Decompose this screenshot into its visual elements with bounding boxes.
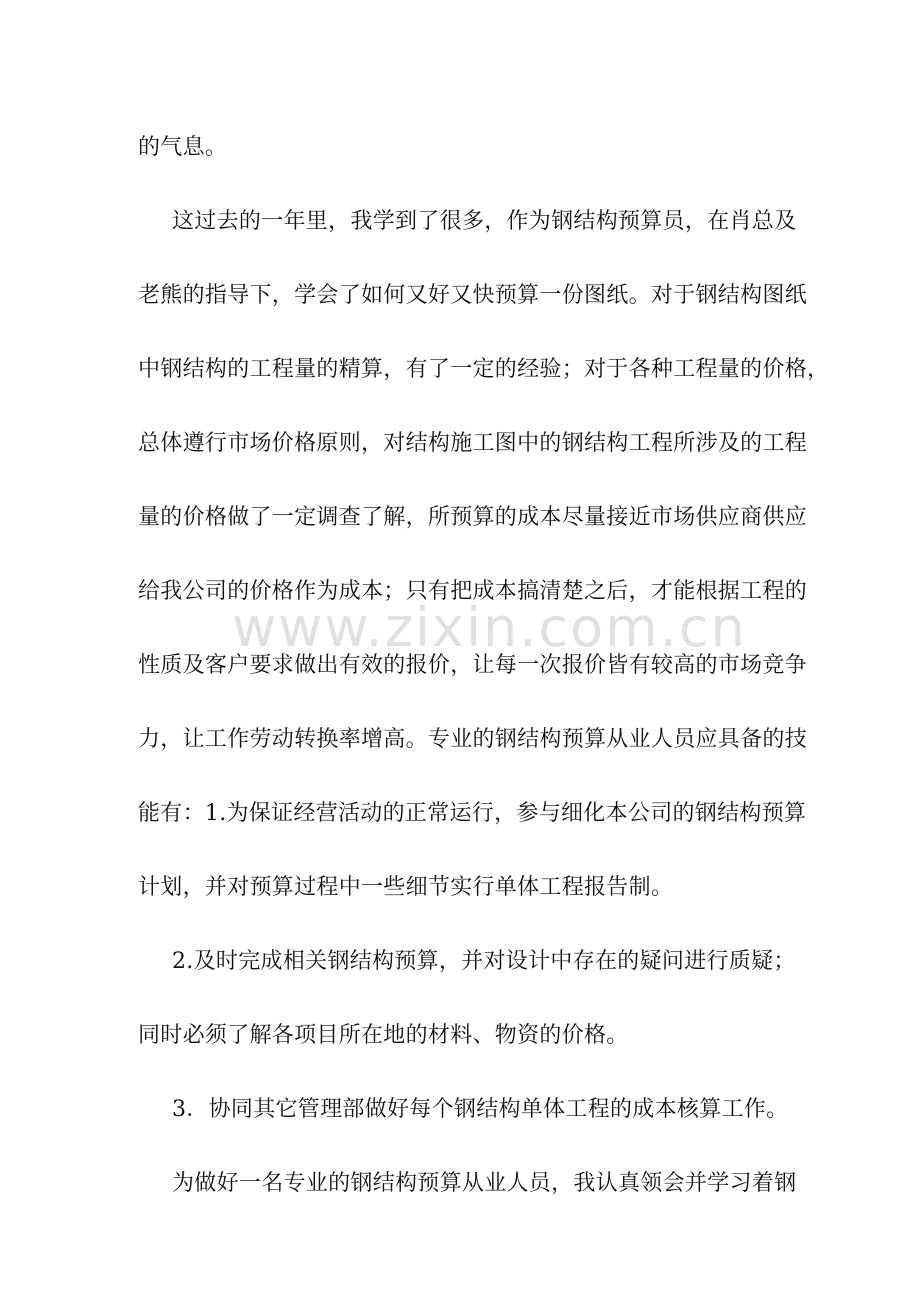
text-line-9: 力，让工作劳动转换率增高。专业的钢结构预算从业人员应具备的技 <box>138 727 808 752</box>
text-line-15: 为做好一名专业的钢结构预算从业人员，我认真领会并学习着钢 <box>172 1171 797 1196</box>
text-line-12: 2.及时完成相关钢结构预算，并对设计中存在的疑问进行质疑； <box>172 949 796 974</box>
text-line-13: 同时必须了解各项目所在地的材料、物资的价格。 <box>138 1023 629 1048</box>
text-line-10: 能有：1.为保证经营活动的正常运行，参与细化本公司的钢结构预算 <box>138 801 807 826</box>
watermark-text: www.zixin.com.cn <box>232 596 747 659</box>
text-line-11: 计划，并对预算过程中一些细节实行单体工程报告制。 <box>138 875 674 900</box>
text-line-3: 老熊的指导下，学会了如何又好又快预算一份图纸。对于钢结构图纸 <box>138 283 808 308</box>
text-line-6: 量的价格做了一定调查了解，所预算的成本尽量接近市场供应商供应 <box>138 505 808 530</box>
text-line-7: 给我公司的价格作为成本；只有把成本搞清楚之后，才能根据工程的 <box>138 579 808 604</box>
text-line-5: 总体遵行市场价格原则，对结构施工图中的钢结构工程所涉及的工程 <box>138 431 808 456</box>
text-line-2: 这过去的一年里，我学到了很多，作为钢结构预算员，在肖总及 <box>172 209 797 234</box>
text-line-14: 3．协同其它管理部做好每个钢结构单体工程的成本核算工作。 <box>172 1097 789 1122</box>
text-line-8: 性质及客户要求做出有效的报价，让每一次报价皆有较高的市场竞争 <box>138 653 808 678</box>
text-line-4: 中钢结构的工程量的精算，有了一定的经验；对于各种工程量的价格， <box>138 357 830 382</box>
text-line-1: 的气息。 <box>138 135 228 160</box>
